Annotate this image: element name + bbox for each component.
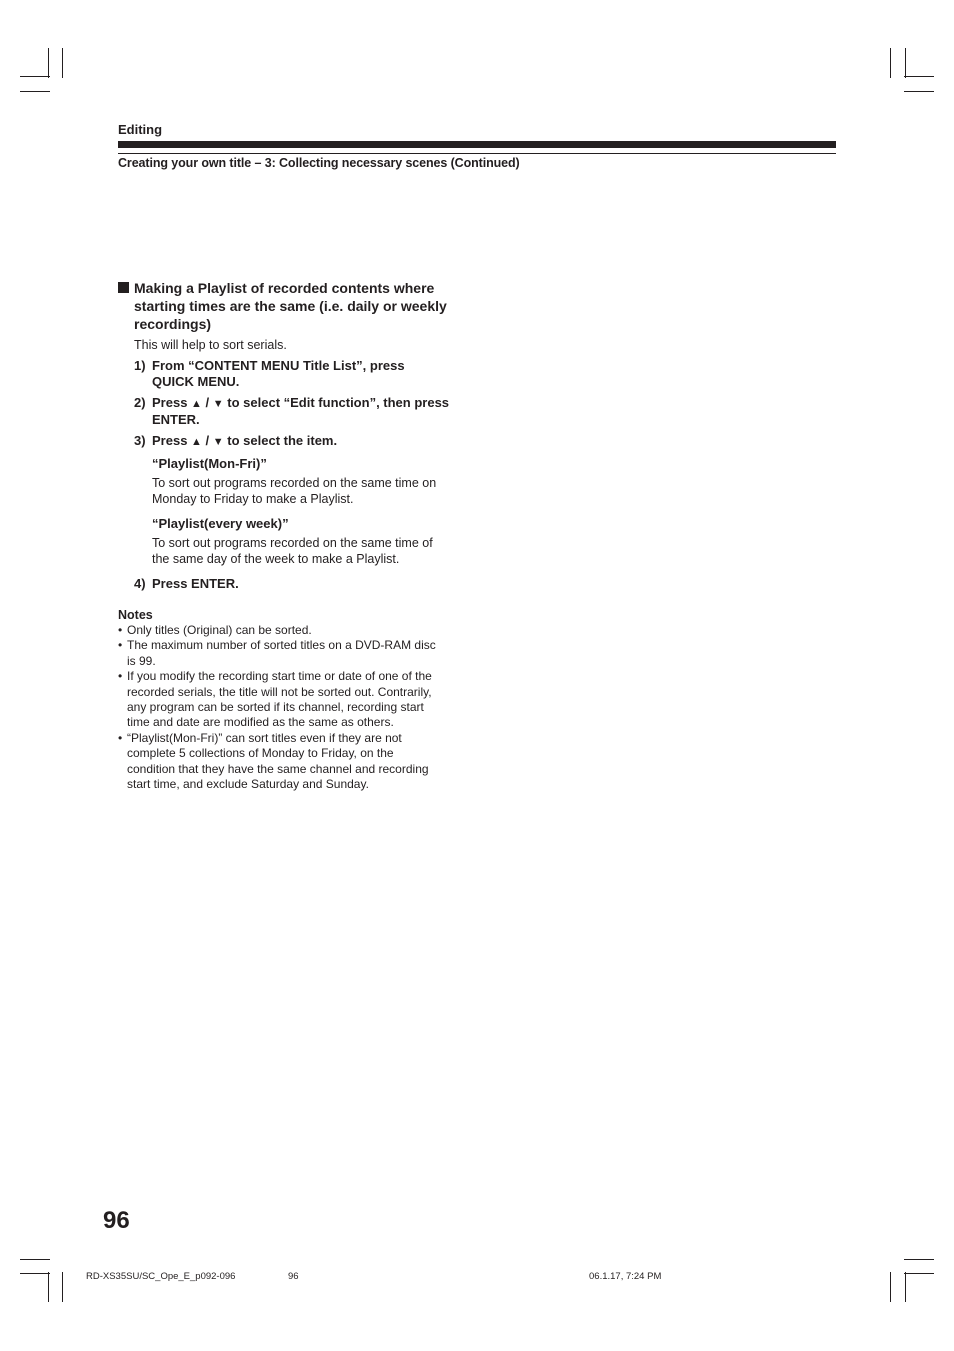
crop-mark	[904, 1273, 934, 1274]
note-line: condition that they have the same channel and recording	[127, 761, 429, 776]
header-rule-thick	[118, 141, 836, 148]
crop-mark	[20, 1259, 50, 1260]
step-text-part: to select the item.	[223, 433, 338, 448]
footer-page: 96	[288, 1271, 299, 1282]
option-line: To sort out programs recorded on the same time on	[152, 476, 437, 490]
step-text-part: /	[201, 395, 213, 410]
crop-mark	[20, 91, 50, 92]
step-text-part: Press	[152, 433, 192, 448]
footer-file: RD-XS35SU/SC_Ope_E_p092-096	[86, 1271, 236, 1282]
crop-mark	[20, 76, 50, 77]
step-text: ENTER.	[152, 412, 200, 427]
crop-mark	[62, 48, 63, 78]
footer-date: 06.1.17, 7:24 PM	[589, 1271, 662, 1282]
up-arrow-icon: ▲	[191, 436, 202, 448]
option-title: “Playlist(Mon-Fri)”	[152, 456, 267, 471]
step-text: QUICK MENU.	[152, 374, 240, 389]
crop-mark	[890, 1272, 891, 1302]
step-text-part: to select “Edit function”, then press	[223, 395, 450, 410]
option-description	[152, 475, 468, 507]
crop-mark	[905, 1272, 906, 1302]
crop-mark	[904, 76, 934, 77]
heading-line: Making a Playlist of recorded contents where	[134, 280, 435, 296]
note-item	[118, 669, 468, 731]
note-line: is 99.	[127, 653, 156, 668]
section-title: Editing	[118, 122, 163, 137]
bullet-icon: •	[118, 730, 123, 745]
down-arrow-icon: ▼	[212, 436, 224, 448]
step-number: 4)	[134, 576, 146, 591]
step-text: From “CONTENT MENU Title List”, press	[152, 358, 405, 373]
step-number: 1)	[134, 358, 146, 373]
crop-mark	[905, 48, 906, 78]
crop-mark	[20, 1273, 50, 1274]
note-line: start time, and exclude Saturday and Sunday.	[127, 777, 369, 792]
step-number: 3)	[134, 433, 146, 448]
page-number: 96	[103, 1207, 130, 1234]
bullet-icon: •	[118, 623, 123, 637]
section-heading	[118, 279, 468, 333]
note-line: “Playlist(Mon-Fri)” can sort titles even if they are not	[127, 730, 402, 745]
option-line: Monday to Friday to make a Playlist.	[152, 492, 354, 506]
note-line: any program can be sorted if its channel, recording start	[127, 700, 424, 715]
crop-mark	[904, 91, 934, 92]
crop-mark	[48, 1272, 49, 1302]
note-line: recorded serials, the title will not be sorted out. Contrarily,	[127, 684, 432, 699]
header-rule-thin	[118, 153, 836, 154]
main-content	[118, 279, 468, 792]
square-bullet-icon	[118, 282, 129, 293]
step-3	[118, 433, 468, 450]
note-item	[118, 731, 468, 793]
step-text-part: /	[201, 433, 213, 448]
step-text	[152, 395, 468, 412]
crop-mark	[48, 48, 49, 78]
note-item	[118, 638, 468, 669]
bullet-icon: •	[118, 669, 123, 684]
bullet-icon: •	[118, 638, 123, 653]
step-2	[118, 395, 468, 428]
up-arrow-icon: ▲	[191, 398, 202, 410]
page-subtitle: Creating your own title – 3: Collecting necessary scenes (Continued)	[118, 156, 520, 170]
notes-title: Notes	[118, 608, 153, 622]
note-line: Only titles (Original) can be sorted.	[127, 623, 312, 637]
note-line: The maximum number of sorted titles on a DVD-RAM disc	[127, 638, 436, 653]
crop-mark	[62, 1272, 63, 1302]
step-4	[118, 576, 468, 592]
heading-line: starting times are the same (i.e. daily or weekly	[134, 298, 447, 314]
step-text-part: Press	[152, 395, 192, 410]
crop-mark	[890, 48, 891, 78]
note-item	[118, 623, 468, 638]
note-line: time and date are modified as the same as others.	[127, 715, 394, 730]
option-line: the same day of the week to make a Playlist.	[152, 552, 400, 566]
note-line: complete 5 collections of Monday to Friday, on the	[127, 746, 394, 761]
crop-mark	[904, 1259, 934, 1260]
note-line: If you modify the recording start time or date of one of the	[127, 669, 432, 684]
intro-text: This will help to sort serials.	[134, 338, 287, 352]
option-description	[152, 535, 468, 567]
down-arrow-icon: ▼	[212, 398, 224, 410]
step-1	[118, 358, 468, 390]
option-title: “Playlist(every week)”	[152, 516, 289, 531]
heading-line: recordings)	[134, 316, 212, 332]
step-text	[152, 433, 468, 450]
step-text: Press ENTER.	[152, 576, 239, 591]
step-number: 2)	[134, 395, 146, 410]
option-line: To sort out programs recorded on the same time of	[152, 536, 433, 550]
